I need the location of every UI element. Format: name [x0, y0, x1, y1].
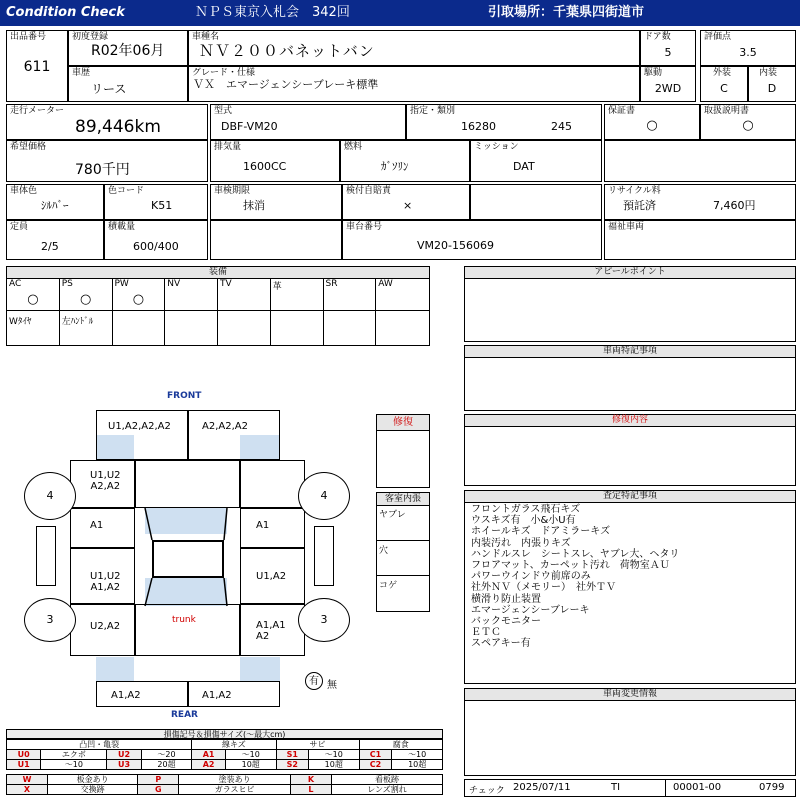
type-label: 型式: [214, 106, 233, 116]
assessment-note: フロントガラス飛石キズ: [471, 504, 581, 515]
class-cell: [406, 104, 602, 140]
warranty-cell: [604, 104, 700, 140]
legend-desc: 20超: [141, 760, 192, 770]
footer-code-1: 00001-00: [673, 782, 722, 793]
special-title: 車両特記事項: [465, 346, 795, 358]
class-value-2: 245: [551, 120, 572, 133]
symbol-desc: 看板跡: [331, 775, 442, 785]
interior-box-title: 客室内張: [377, 493, 429, 506]
assessment-note: スペアキー有: [471, 638, 531, 650]
assessment-note: バックモニター: [471, 616, 541, 628]
header-bar: [0, 0, 800, 26]
equipment-cell-r2-4: [218, 311, 271, 345]
doors-value: 5: [664, 46, 672, 59]
price-label: 希望価格: [10, 142, 47, 152]
legend-code: U1: [7, 760, 41, 770]
symbol-code: P: [138, 775, 179, 785]
equipment-label: AC: [9, 279, 22, 289]
grade-label: グレード・仕様: [192, 68, 256, 78]
legend-title: 損傷記号＆損傷サイズ(〜最大cm): [6, 729, 443, 739]
assessment-note: 社外ＮＶ（メモリー） 社外ＴＶ: [471, 582, 616, 594]
front-bumper-right: [188, 410, 280, 460]
symbol-code: G: [138, 785, 179, 795]
history-label: 車歴: [72, 68, 91, 78]
transmission-cell: [470, 140, 602, 182]
assessment-note: パワーウインドウ前席のみ: [471, 571, 591, 583]
check-date: 2025/07/11: [513, 782, 571, 793]
fender-fl-code: U1,U2 A2,A2: [90, 470, 121, 492]
blank-cell-r6: [210, 220, 342, 260]
equipment-cell-6: [324, 278, 377, 311]
legend-group: 腐食: [359, 740, 442, 750]
repair-box: [376, 414, 430, 488]
int-label: 内装: [759, 68, 778, 78]
quarter-rl-code: U2,A2: [90, 621, 121, 632]
none-indicator: 無: [327, 680, 337, 691]
fuel-value: ｶﾞｿﾘﾝ: [381, 160, 409, 173]
fender-front-right: [240, 460, 305, 508]
front-label: FRONT: [167, 391, 202, 401]
front-bumper-right-code: A2,A2,A2: [202, 421, 248, 432]
quarter-rear-left: [70, 604, 135, 656]
fuel-cell: [340, 140, 470, 182]
door-fr-code: A1: [256, 520, 270, 531]
capacity-cell: [6, 220, 104, 260]
legend-desc: 〜20: [141, 750, 192, 760]
drive-cell: [640, 66, 696, 102]
manual-label: 取扱説明書: [704, 106, 750, 116]
ext-label: 外装: [713, 68, 732, 78]
door-fl-code: A1: [90, 520, 104, 531]
grade-value: ＶＸ エマージェンシーブレーキ標準: [193, 78, 379, 91]
equipment-cell-r2-6: [324, 311, 377, 345]
front-bumper-left: [96, 410, 188, 460]
interior-cell: [748, 66, 796, 102]
ins-label: 検付自賠責: [346, 186, 392, 196]
equipment-cell-7: [376, 278, 429, 311]
model-value: ＮＶ２００バネットバン: [199, 42, 375, 60]
equipment-cell-0: [7, 278, 60, 311]
equipment-value: ○: [79, 292, 92, 307]
legend-group: 凸凹・亀裂: [7, 740, 192, 750]
legend-code: A2: [192, 760, 226, 770]
legend-code: U2: [107, 750, 141, 760]
lot-number-cell: [6, 30, 68, 102]
fuel-label: 燃料: [344, 142, 363, 152]
cap-label: 定員: [10, 222, 29, 232]
recycle-amount: 7,460円: [713, 199, 756, 212]
class-label: 指定・類別: [410, 106, 456, 116]
legend-code: S1: [276, 750, 308, 760]
equipment-value: ○: [27, 292, 39, 307]
equipment-label: TV: [220, 279, 232, 289]
history-cell: [68, 66, 188, 102]
trunk-label: trunk: [172, 615, 196, 625]
rear-label: REAR: [171, 710, 198, 720]
symbol-desc: 交換跡: [48, 785, 138, 795]
warranty-label: 保証書: [608, 106, 636, 116]
ccode-label: 色コード: [108, 186, 145, 196]
disp-label: 排気量: [214, 142, 242, 152]
assessment-note: エマージェンシーブレーキ: [471, 604, 590, 616]
appeal-title: アピールポイント: [465, 267, 795, 279]
assessment-note: ホイールキズ ドアミラーキズ: [471, 526, 611, 538]
displacement-cell: [210, 140, 340, 182]
load-cell: [104, 220, 208, 260]
type-value: DBF-VM20: [221, 120, 278, 133]
symbol-code: K: [290, 775, 331, 785]
interior-burn: コゲ: [379, 581, 398, 591]
recycle-label: リサイクル料: [608, 186, 661, 196]
door-front-left: [70, 508, 135, 548]
equipment-cell-r2-3: [165, 311, 218, 345]
manual-cell: [700, 104, 796, 140]
load-value: 600/400: [133, 240, 179, 253]
interior-hole: 穴: [377, 541, 429, 576]
appeal-section: [464, 266, 796, 342]
registration-cell: [68, 30, 188, 66]
auction-title: ＮＰＳ東京入札会 342回: [195, 5, 350, 20]
equipment-label: SR: [325, 279, 338, 289]
assessment-section: [464, 490, 796, 684]
manual-value: ○: [742, 118, 754, 133]
symbol-code: L: [290, 785, 331, 795]
insurance-cell: [342, 184, 470, 220]
hood: [135, 460, 240, 508]
tire-rear-left: 3: [24, 598, 76, 642]
symbol-desc: ガラスヒビ: [179, 785, 291, 795]
history-value: リース: [91, 82, 127, 96]
footer-bar: [464, 779, 796, 797]
disp-value: 1600CC: [243, 160, 287, 173]
equipment-cell-r2-5: [271, 311, 324, 345]
equipment-label: AW: [378, 279, 393, 289]
doors-cell: [640, 30, 696, 66]
legend-desc: 〜10: [225, 750, 276, 760]
trans-value: DAT: [513, 160, 535, 173]
legend-desc: エクボ: [41, 750, 107, 760]
change-section: [464, 688, 796, 776]
assessment-title: 査定特記事項: [465, 491, 795, 503]
equipment-label: PS: [61, 279, 73, 289]
check-label: チェック: [469, 786, 505, 796]
chassis-cell: [342, 220, 602, 260]
inspection-cell: [210, 184, 342, 220]
legend-desc: 〜10: [392, 750, 443, 760]
rear-bumper-left: [96, 681, 188, 707]
legend-desc: 10超: [308, 760, 359, 770]
symbol-legend-table: [6, 774, 443, 795]
equipment-cell-r2-2: [113, 311, 166, 345]
cap-value: 2/5: [41, 240, 59, 253]
blank-cell-r5: [470, 184, 602, 220]
equipment-row-1: [7, 278, 429, 311]
rear-bumper-right-code: A1,A2: [202, 690, 232, 701]
door-rear-left: [70, 548, 135, 604]
equipment-label: Wﾀｲﾔ: [9, 317, 32, 327]
legend-desc: 〜10: [308, 750, 359, 760]
class-value-1: 16280: [461, 120, 496, 133]
model-label: 車種名: [192, 32, 220, 42]
symbol-desc: 塗装あり: [179, 775, 291, 785]
legend-group: サビ: [276, 740, 359, 750]
recycle-cell: [604, 184, 796, 220]
welfare-label: 福祉車両: [608, 222, 645, 232]
assessment-note: フロアマット、カーペット汚れ 荷物室ＡＵ: [471, 560, 670, 572]
chassis-value: VM20-156069: [417, 239, 494, 252]
equipment-cell-r2-7: [376, 311, 429, 345]
drive-value: 2WD: [654, 82, 682, 95]
assessment-note: ＥＴＣ: [471, 627, 501, 639]
inspector-code: TI: [611, 782, 621, 793]
color-value: ｼﾙﾊﾞｰ: [41, 199, 69, 212]
repair-title: 修復内容: [465, 415, 795, 427]
door-rl-code: U1,U2 A1,A2: [90, 571, 121, 593]
type-cell: [210, 104, 406, 140]
equipment-label: 左ﾊﾝﾄﾞﾙ: [61, 317, 94, 327]
assessment-note: ウスキズ有 小&小U有: [471, 515, 576, 527]
legend-code: A1: [192, 750, 226, 760]
legend-group: 線キズ: [192, 740, 276, 750]
quarter-rr-code: A1,A1 A2: [256, 620, 286, 642]
has-indicator: 有: [305, 672, 323, 690]
legend-code: C2: [359, 760, 392, 770]
symbol-desc: レンズ割れ: [331, 785, 442, 795]
price-cell: [6, 140, 208, 182]
rear-bumper-right: [188, 681, 280, 707]
interior-box: [376, 492, 430, 612]
body-color-cell: [6, 184, 104, 220]
equipment-table: [6, 266, 430, 346]
lot-value: 611: [23, 59, 51, 75]
ext-value: C: [720, 82, 728, 95]
roof: [152, 540, 224, 578]
tire-rear-right: 3: [298, 598, 350, 642]
change-title: 車両変更情報: [465, 689, 795, 701]
legend-code: U0: [7, 750, 41, 760]
inspect-label: 車検期限: [214, 186, 251, 196]
legend-desc: 10超: [225, 760, 276, 770]
reg-label: 初度登録: [72, 32, 109, 42]
special-section: [464, 345, 796, 411]
interior-tear: ヤブレ: [377, 505, 429, 541]
mirror-right: [314, 526, 334, 586]
equipment-label: NV: [167, 279, 181, 289]
door-front-right: [240, 508, 305, 548]
footer-code-2: 0799: [759, 782, 785, 793]
doors-label: ドア数: [644, 32, 671, 42]
legend-desc: 〜10: [41, 760, 107, 770]
damage-legend-table: [6, 739, 443, 770]
equipment-cell-2: [113, 278, 166, 311]
chassis-label: 車台番号: [346, 222, 383, 232]
equipment-row-2: [7, 311, 429, 345]
repair-section: [464, 414, 796, 486]
assessment-note: 横滑り防止装置: [471, 593, 541, 605]
front-bumper-left-code: U1,A2,A2,A2: [108, 421, 171, 432]
exterior-cell: [700, 66, 748, 102]
symbol-code: X: [7, 785, 48, 795]
color-code-cell: [104, 184, 208, 220]
assessment-notes: [471, 504, 679, 650]
tire-front-right: 4: [298, 472, 350, 520]
equipment-cell-5: [271, 278, 324, 311]
equipment-cell-3: [165, 278, 218, 311]
rear-bumper-left-code: A1,A2: [111, 690, 141, 701]
odo-value: 89,446km: [75, 117, 161, 137]
lot-label: 出品番号: [10, 32, 47, 42]
color-label: 車体色: [10, 186, 38, 196]
legend-desc: 10超: [392, 760, 443, 770]
assessment-note: ハンドルスレ シートスレ、ヤブレ大、ヘタリ: [471, 548, 680, 560]
score-cell: [700, 30, 796, 66]
equipment-cell-r2-0: [7, 311, 60, 345]
legend-code: U3: [107, 760, 141, 770]
equipment-cell-r2-1: [60, 311, 113, 345]
title-left: Condition Check: [6, 5, 125, 20]
pickup-location: 引取場所：千葉県四街道市: [488, 5, 645, 20]
legend-code: S2: [276, 760, 308, 770]
welfare-cell: [604, 220, 796, 260]
ins-value: ×: [403, 199, 413, 212]
mirror-left: [36, 526, 56, 586]
drive-label: 駆動: [644, 68, 663, 78]
odo-label: 走行メーター: [10, 106, 65, 116]
fender-front-left: [70, 460, 135, 508]
door-rear-right: [240, 548, 305, 604]
model-name-cell: [188, 30, 640, 66]
assessment-note: 内装汚れ 内張りキズ: [471, 537, 571, 549]
reg-value: R02年06月: [91, 43, 165, 59]
equipment-label: PW: [114, 279, 129, 289]
equipment-title: 装備: [7, 267, 429, 279]
symbol-code: W: [7, 775, 48, 785]
int-value: D: [767, 82, 777, 95]
recycle-status: 預託済: [623, 199, 656, 212]
odometer-cell: [6, 104, 208, 140]
inspect-value: 抹消: [243, 199, 265, 212]
grade-cell: [188, 66, 640, 102]
repair-box-title: 修復: [377, 415, 429, 431]
warranty-value: ○: [646, 118, 658, 133]
score-label: 評価点: [704, 32, 732, 42]
trans-label: ミッション: [474, 142, 519, 152]
legend-code: C1: [359, 750, 392, 760]
tire-front-left: 4: [24, 472, 76, 520]
score-value: 3.5: [739, 46, 757, 59]
equipment-cell-1: [60, 278, 113, 311]
ccode-value: K51: [151, 199, 173, 212]
equipment-value: ○: [132, 292, 145, 307]
door-rr-code: U1,A2: [256, 571, 287, 582]
quarter-rear-right: [240, 604, 305, 656]
symbol-desc: 板金あり: [48, 775, 138, 785]
blank-cell-r4: [604, 140, 796, 182]
equipment-cell-4: [218, 278, 271, 311]
price-value: 780千円: [75, 162, 130, 178]
load-label: 積載量: [108, 222, 136, 232]
trunk-panel: [135, 604, 240, 656]
equipment-label: 革: [272, 282, 282, 292]
